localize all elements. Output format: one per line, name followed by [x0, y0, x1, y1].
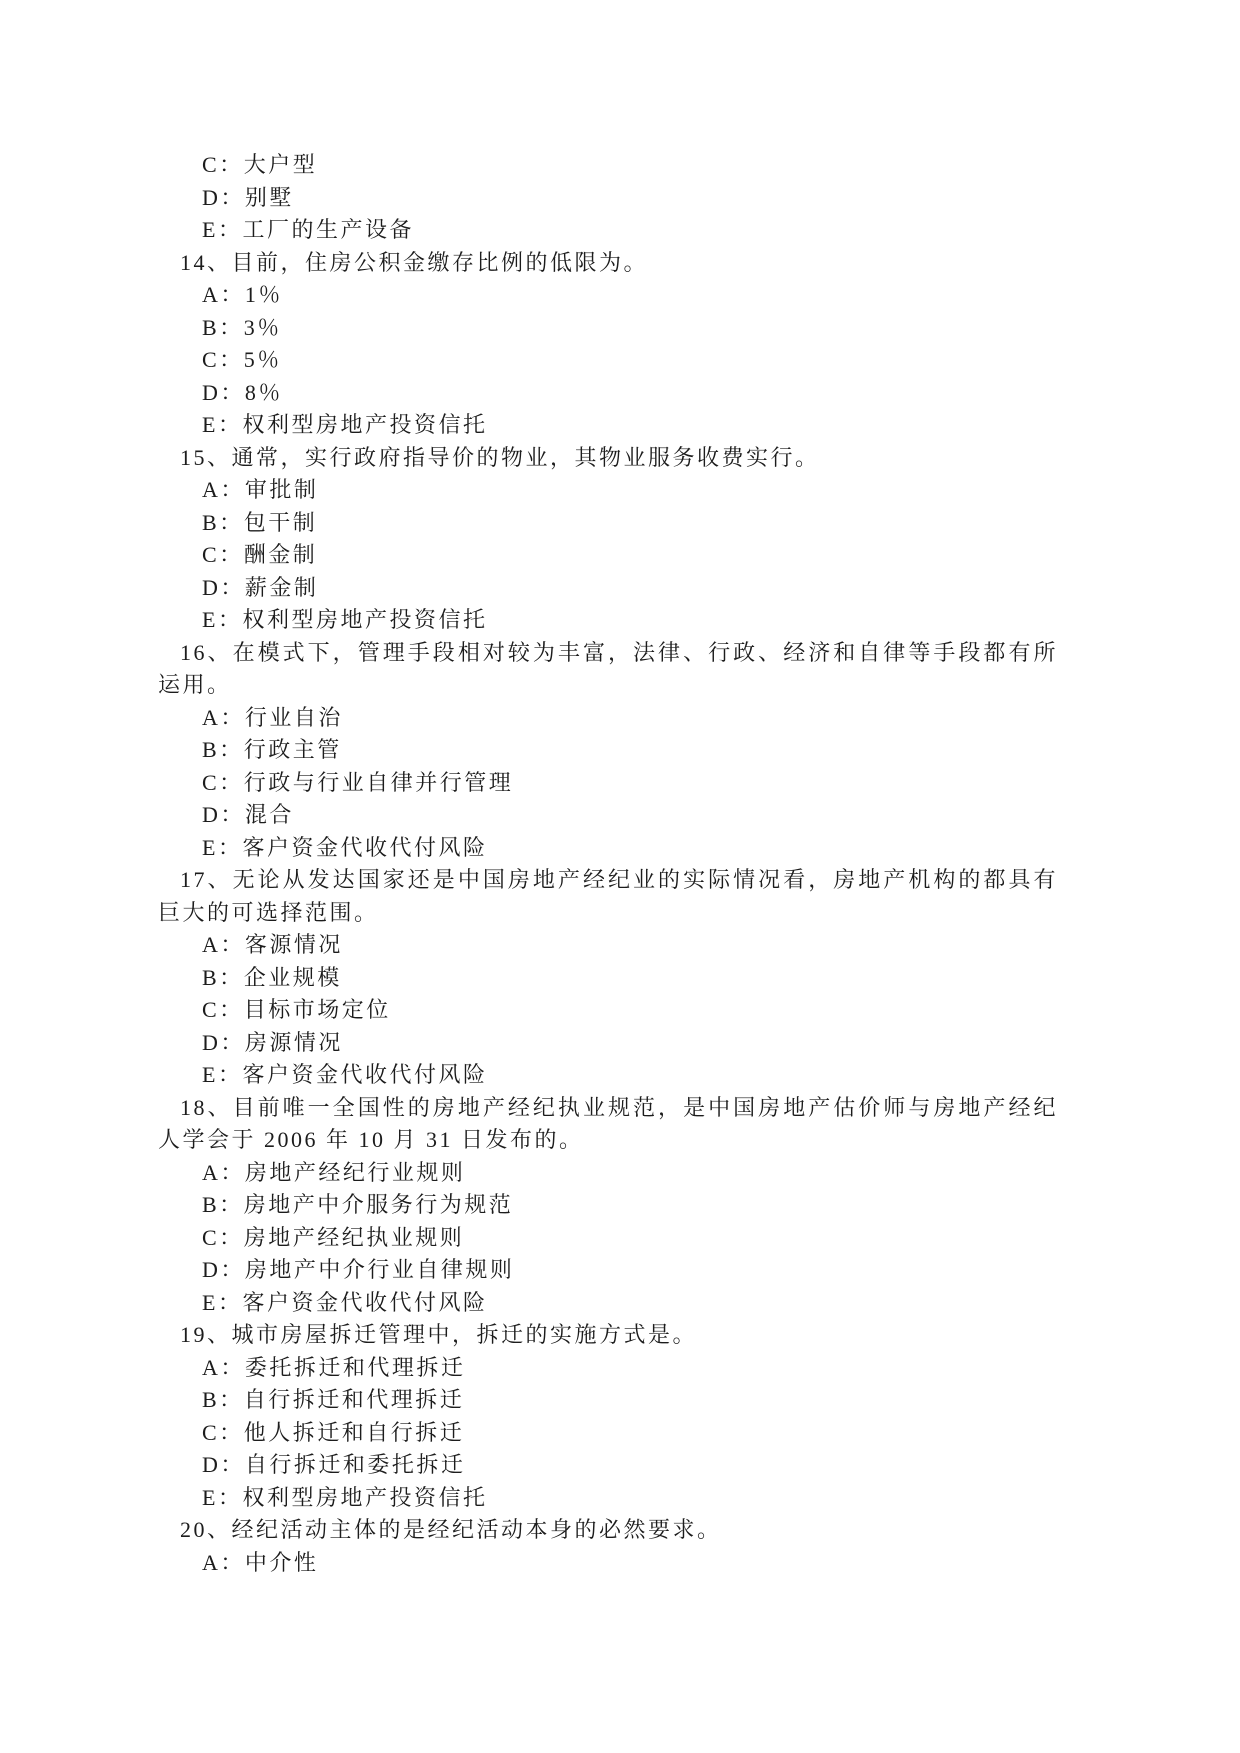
- option-text: 行业自治: [244, 704, 343, 730]
- option-label: C：: [202, 347, 244, 372]
- option-label: D：: [202, 802, 245, 827]
- option-text: 委托拆迁和代理拆迁: [244, 1354, 466, 1380]
- option-label: B：: [202, 964, 244, 990]
- option-text: 房地产中介行业自律规则: [244, 1257, 515, 1282]
- option-label: B：: [202, 509, 244, 535]
- option-line: [158, 962, 1058, 995]
- option-line: [158, 1547, 1058, 1580]
- option-label: D：: [202, 574, 245, 600]
- option-text: 客户资金代收代付风险: [242, 1289, 488, 1315]
- option-label: D：: [202, 1452, 245, 1477]
- question-stem-text: 经纪活动主体的是经纪活动本身的必然要求。: [231, 1517, 722, 1542]
- option-line: [158, 1189, 1058, 1222]
- question-stem-text: 城市房屋拆迁管理中，拆迁的实施方式是。: [231, 1322, 698, 1347]
- question-number: 18、: [180, 1094, 233, 1120]
- option-line: [158, 1482, 1058, 1515]
- option-text: 房地产中介服务行为规范: [243, 1192, 514, 1217]
- option-label: D：: [202, 184, 245, 210]
- question-stem-text: 无论从发达国家还是中国房地产经纪业的实际情况看，房地产机构的都具有巨大的可选择范围。: [158, 867, 1058, 925]
- option-line: [158, 409, 1058, 442]
- option-line: [158, 832, 1058, 865]
- option-text: 自行拆迁和代理拆迁: [243, 1387, 465, 1412]
- question-stem-text: 目前，住房公积金缴存比例的低限为。: [231, 249, 649, 275]
- option-text: 5％: [243, 347, 282, 372]
- option-text: 客户资金代收代付风险: [242, 834, 488, 860]
- option-line: [158, 799, 1058, 832]
- option-line: [158, 734, 1058, 767]
- option-text: 薪金制: [244, 574, 319, 600]
- option-label: B：: [202, 314, 244, 340]
- option-text: 工厂的生产设备: [242, 217, 414, 242]
- question-number: 20、: [180, 1517, 232, 1542]
- question-number: 19、: [180, 1322, 232, 1347]
- option-text: 房源情况: [244, 1029, 343, 1055]
- option-label: C：: [202, 997, 244, 1022]
- option-line: [158, 604, 1058, 637]
- option-label: D：: [202, 379, 245, 405]
- option-line: [158, 702, 1058, 735]
- option-line: [158, 1287, 1058, 1320]
- option-text: 行政主管: [243, 737, 342, 762]
- option-line: [158, 1027, 1058, 1060]
- option-text: 中介性: [244, 1549, 319, 1575]
- option-label: B：: [202, 737, 244, 762]
- option-label: A：: [202, 1354, 245, 1380]
- option-line: [158, 182, 1058, 215]
- option-line: [158, 767, 1058, 800]
- option-text: 客源情况: [244, 932, 343, 957]
- option-text: 权利型房地产投资信托: [242, 607, 488, 632]
- option-text: 权利型房地产投资信托: [242, 1484, 488, 1510]
- option-text: 客户资金代收代付风险: [242, 1062, 488, 1087]
- option-text: 自行拆迁和委托拆迁: [244, 1452, 466, 1477]
- option-line: [158, 539, 1058, 572]
- option-label: C：: [202, 152, 244, 177]
- option-label: E：: [202, 1289, 243, 1315]
- option-text: 8％: [244, 379, 283, 405]
- option-line: [158, 344, 1058, 377]
- option-line: [158, 1222, 1058, 1255]
- question-number: 16、: [180, 639, 233, 665]
- option-line: [158, 572, 1058, 605]
- option-label: B：: [202, 1387, 244, 1412]
- option-label: A：: [202, 1159, 245, 1185]
- option-label: C：: [202, 1419, 244, 1445]
- option-label: A：: [202, 282, 245, 307]
- option-line: [158, 1254, 1058, 1287]
- option-text: 审批制: [244, 477, 319, 502]
- question-number: 14、: [180, 249, 232, 275]
- question-stem-text: 目前唯一全国性的房地产经纪执业规范，是中国房地产估价师与房地产经纪人学会于 2006 年 10 月 31 日发布的。: [158, 1094, 1058, 1152]
- option-text: 酬金制: [243, 542, 318, 567]
- option-line: [158, 279, 1058, 312]
- option-text: 目标市场定位: [243, 997, 391, 1022]
- option-line: [158, 149, 1058, 182]
- option-line: [158, 377, 1058, 410]
- option-line: [158, 312, 1058, 345]
- option-text: 房地产经纪行业规则: [244, 1159, 466, 1185]
- question-number: 17、: [180, 867, 233, 892]
- option-label: C：: [202, 769, 244, 795]
- option-line: [158, 214, 1058, 247]
- option-label: E：: [202, 1484, 243, 1510]
- question-stem: [158, 1319, 1058, 1352]
- option-label: A：: [202, 932, 245, 957]
- option-text: 大户型: [243, 152, 318, 177]
- option-line: [158, 1449, 1058, 1482]
- option-label: E：: [202, 1062, 243, 1087]
- option-line: [158, 1384, 1058, 1417]
- option-line: [158, 474, 1058, 507]
- option-label: E：: [202, 607, 243, 632]
- option-line: [158, 1417, 1058, 1450]
- option-line: [158, 929, 1058, 962]
- question-stem: [158, 1514, 1058, 1547]
- option-text: 1％: [244, 282, 283, 307]
- question-stem: [158, 1092, 1058, 1157]
- question-stem: [158, 247, 1058, 280]
- option-line: [158, 994, 1058, 1027]
- option-text: 他人拆迁和自行拆迁: [243, 1419, 465, 1445]
- option-label: D：: [202, 1029, 245, 1055]
- option-text: 3％: [243, 314, 282, 340]
- option-label: C：: [202, 1224, 244, 1250]
- option-line: [158, 1352, 1058, 1385]
- question-stem-text: 在模式下，管理手段相对较为丰富，法律、行政、经济和自律等手段都有所运用。: [158, 639, 1058, 697]
- question-stem: [158, 442, 1058, 475]
- option-line: [158, 507, 1058, 540]
- option-label: D：: [202, 1257, 245, 1282]
- option-text: 权利型房地产投资信托: [242, 412, 488, 437]
- option-label: A：: [202, 477, 245, 502]
- option-text: 混合: [244, 802, 294, 827]
- option-line: [158, 1059, 1058, 1092]
- question-number: 15、: [180, 444, 232, 470]
- option-label: B：: [202, 1192, 244, 1217]
- question-stem-text: 通常，实行政府指导价的物业，其物业服务收费实行。: [231, 444, 820, 470]
- option-label: A：: [202, 1549, 245, 1575]
- option-label: E：: [202, 834, 243, 860]
- option-label: A：: [202, 704, 245, 730]
- question-stem: [158, 637, 1058, 702]
- option-label: E：: [202, 217, 243, 242]
- option-text: 行政与行业自律并行管理: [243, 769, 514, 795]
- option-text: 企业规模: [243, 964, 342, 990]
- option-text: 包干制: [243, 509, 318, 535]
- option-text: 别墅: [244, 184, 294, 210]
- exam-question-list: [158, 149, 1058, 1579]
- option-line: [158, 1157, 1058, 1190]
- option-label: E：: [202, 412, 243, 437]
- option-text: 房地产经纪执业规则: [243, 1224, 465, 1250]
- option-label: C：: [202, 542, 244, 567]
- question-stem: [158, 864, 1058, 929]
